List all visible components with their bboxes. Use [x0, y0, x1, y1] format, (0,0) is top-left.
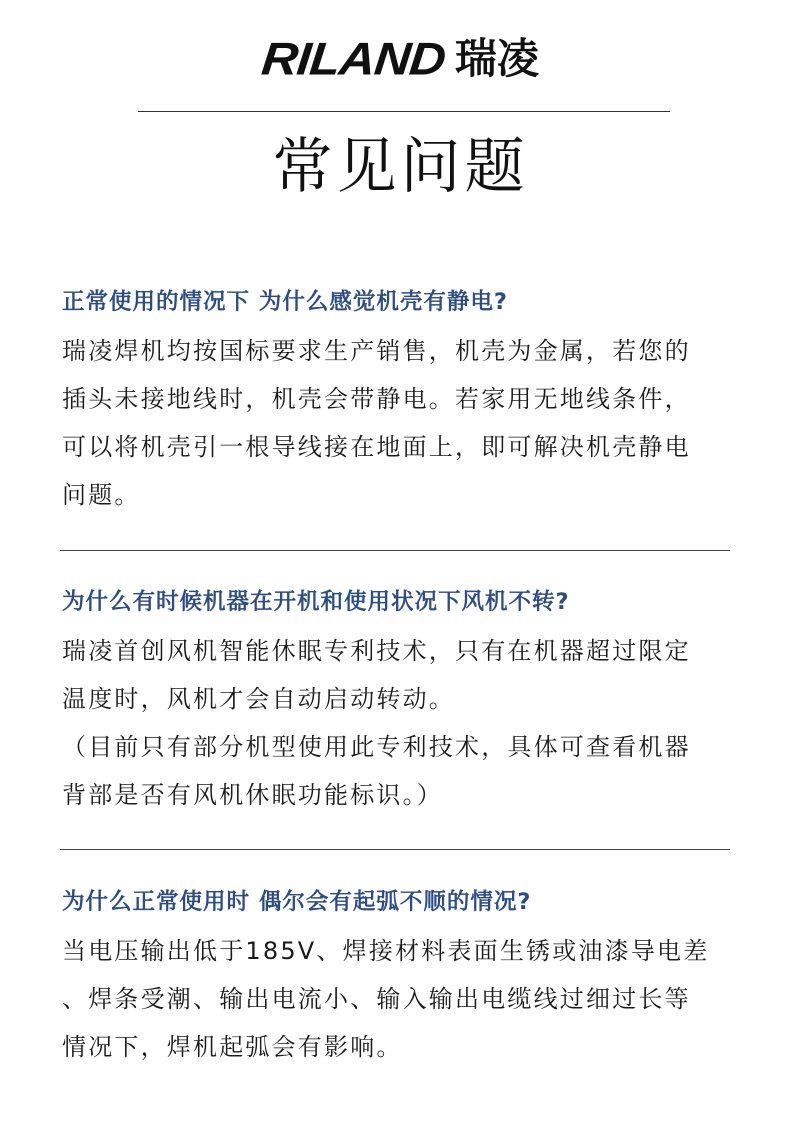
faq-answer — [62, 627, 752, 819]
section-divider — [60, 550, 730, 551]
brand-logo-cjk: 瑞凌 — [454, 34, 539, 83]
faq-question: 正常使用的情况下 为什么感觉机壳有静电? — [62, 289, 508, 315]
brand-logo — [0, 34, 801, 84]
faq-answer-line: 、焊条受潮、输出电流小、输入输出电缆线过细过长等 — [62, 985, 691, 1014]
faq-answer-line: 问题。 — [62, 481, 141, 510]
faq-item — [62, 288, 752, 519]
faq-answer-line: 温度时，风机才会自动启动转动。 — [62, 685, 455, 714]
faq-answer-line: （目前只有部分机型使用此专利技术，具体可查看机器 — [62, 733, 691, 762]
faq-answer — [62, 327, 752, 519]
faq-question: 为什么正常使用时 偶尔会有起弧不顺的情况? — [62, 889, 532, 915]
page-title: 常见问题 — [272, 132, 529, 202]
faq-item — [62, 888, 752, 1071]
faq-answer-line: 可以将机壳引一根导线接在地面上，即可解决机壳静电 — [62, 433, 691, 462]
section-divider — [60, 849, 730, 850]
title-divider — [138, 111, 670, 112]
faq-answer-line: 情况下，焊机起弧会有影响。 — [62, 1033, 403, 1062]
faq-item — [62, 588, 752, 819]
brand-logo-latin: RILAND — [259, 33, 448, 85]
faq-question: 为什么有时候机器在开机和使用状况下风机不转? — [62, 589, 570, 615]
faq-answer-line: 背部是否有风机休眠功能标识。） — [62, 781, 443, 810]
faq-answer-line: 瑞凌焊机均按国标要求生产销售，机壳为金属，若您的 — [62, 337, 691, 366]
faq-answer-line: 瑞凌首创风机智能休眠专利技术，只有在机器超过限定 — [62, 637, 691, 666]
faq-answer-line: 插头未接地线时，机壳会带静电。若家用无地线条件， — [62, 385, 691, 414]
faq-answer-line: 当电压输出低于185V、焊接材料表面生锈或油漆导电差 — [62, 937, 710, 966]
faq-answer — [62, 927, 752, 1071]
